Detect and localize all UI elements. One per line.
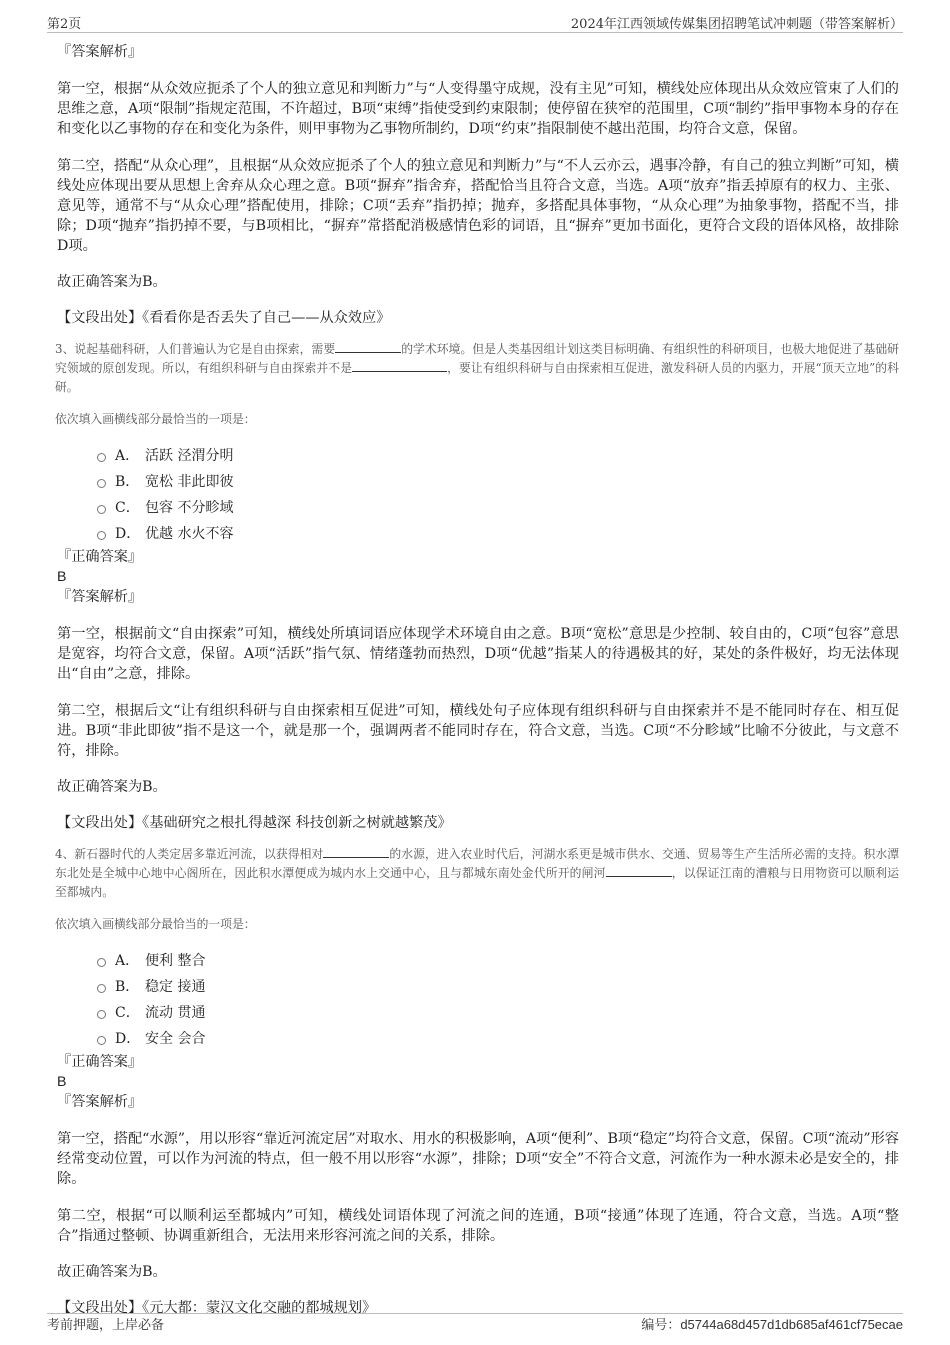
source-citation: 【文段出处】《看看你是否丢失了自己——从众效应》 [57, 310, 391, 326]
question-3-options [57, 443, 899, 547]
analysis-paragraph: 第二空，根据后文“让有组织科研与自由探索相互促进”可知，横线处句子应体现有组织科研与自由探索并不是不能同时存在、相互促进。B项“非此即彼”指不是这一个，就是那一个，强调两者不能同时存在，符合文意，当选。C项“不分畛域”比喻不分彼此，与文意不符，排除。 [57, 703, 899, 759]
header-divider [47, 32, 903, 33]
option-a[interactable]: A． 便利 整合 [97, 948, 899, 974]
answer-analysis-label: 『答案解析』 [57, 589, 143, 605]
option-b[interactable]: B． 宽松 非此即彼 [97, 469, 899, 495]
question-3-text: 3、说起基础科研，人们普遍认为它是自由探索，需要 的学术环境。但是人类基因组计划这类目标明确、有组织性的科研项目，也极大地促进了基础研究领域的原创发现。所以，有组织科研与自由探索并不是 ，要让有组织科研与自由探索相互促进，激发科研人员的内驱力，开展“顶天立地”的科研。 [55, 342, 899, 394]
fill-blank [335, 340, 401, 353]
radio-button[interactable] [97, 505, 106, 514]
correct-answer-label: 『正确答案』 [57, 1054, 143, 1070]
conclusion-text: 故正确答案为B。 [57, 779, 167, 795]
answer-analysis-label: 『答案解析』 [57, 1094, 143, 1110]
question-4-text: 4、新石器时代的人类定居多靠近河流，以获得相对 的水源，进入农业时代后，河湖水系更是城市供水、交通、贸易等生产生活所必需的支持。积水潭东北处是全城中心地中心阁所在，因此积水潭便成为城内水上交通中心，且与都城东南处金代所开的闸河 ，以保证江南的漕粮与日用物资可以顺利运至都城内。 [55, 847, 899, 899]
analysis-paragraph: 第一空，根据“从众效应扼杀了个人的独立意见和判断力”与“人变得墨守成规，没有主见”可知，横线处应体现出从众效应管束了人们的思维之意，A项“限制”指规定范围，不许超过，B项“束缚”指使受到约束限制；使停留在狭窄的范围里，C项“制约”指甲事物本身的存在和变化以乙事物的存在和变化为条件，则甲事物为乙事物所制约，D项“约束”指限制使不越出范围，均符合文意，保留。 [57, 81, 899, 137]
radio-button[interactable] [97, 479, 106, 488]
document-code: 编号：d5744a68d457d1db685af461cf75ecae [641, 1317, 903, 1333]
option-d[interactable]: D． 安全 会合 [97, 1026, 899, 1052]
option-c[interactable]: C． 包容 不分畛域 [97, 495, 899, 521]
source-citation: 【文段出处】《基础研究之根扎得越深 科技创新之树就越繁茂》 [57, 815, 452, 831]
radio-button[interactable] [97, 984, 106, 993]
correct-answer-value: B [57, 1074, 67, 1090]
radio-button[interactable] [97, 958, 106, 967]
fill-blank [606, 864, 672, 877]
radio-button[interactable] [97, 453, 106, 462]
option-a[interactable]: A． 活跃 泾渭分明 [97, 443, 899, 469]
source-citation: 【文段出处】《元大都：蒙汉文化交融的都城规划》 [57, 1300, 377, 1316]
analysis-paragraph: 第一空，搭配“水源”，用以形容“靠近河流定居”对取水、用水的积极影响，A项“便利”、B项“稳定”均符合文意，保留。C项“流动”形容经常变动位置，可以作为河流的特点，但一般不用以形容“水源”，排除；D项“安全”不符合文意，河流作为一种水源未必是安全的，排除。 [57, 1131, 899, 1187]
option-b[interactable]: B． 稳定 接通 [97, 974, 899, 1000]
document-title: 2024年江西领域传媒集团招聘笔试冲刺题（带答案解析） [570, 17, 903, 32]
analysis-paragraph: 第二空，根据“可以顺利运至都城内”可知，横线处词语体现了河流之间的连通，B项“接通”体现了连通，符合文意，当选。A项“整合”指通过整顿、协调重新组合，无法用来形容河流之间的关系，排除。 [57, 1208, 899, 1244]
question-instruction: 依次填入画横线部分最恰当的一项是： [55, 412, 256, 426]
question-instruction: 依次填入画横线部分最恰当的一项是： [55, 917, 256, 931]
radio-button[interactable] [97, 1010, 106, 1019]
correct-answer-label: 『正确答案』 [57, 549, 143, 565]
analysis-paragraph: 第二空，搭配“从众心理”，且根据“从众效应扼杀了个人的独立意见和判断力”与“不人云亦云，遇事冷静，有自己的独立判断”可知，横线处应体现出要从思想上舍弃从众心理之意。B项“摒弃”指舍弃，搭配恰当且符合文意，当选。A项“放弃”指丢掉原有的权力、主张、意见等，通常不与“从众心理”搭配使用，排除；C项“丢弃”指扔掉；抛弃，多搭配具体事物，“从众心理”为抽象事物，搭配不当，排除；D项“抛弃”指扔掉不要，与B项相比，“摒弃”常搭配消极感情色彩的词语，且“摒弃”更加书面化，更符合文段的语体风格，故排除D项。 [57, 158, 899, 254]
page-number: 第2页 [47, 17, 82, 32]
answer-analysis-label: 『答案解析』 [57, 44, 143, 60]
conclusion-text: 故正确答案为B。 [57, 274, 167, 290]
footer-slogan: 考前押题，上岸必备 [47, 1318, 165, 1333]
fill-blank [323, 845, 389, 858]
radio-button[interactable] [97, 531, 106, 540]
radio-button[interactable] [97, 1036, 106, 1045]
analysis-paragraph: 第一空，根据前文“自由探索”可知，横线处所填词语应体现学术环境自由之意。B项“宽松”意思是少控制、较自由的，C项“包容”意思是宽容，均符合文意，保留。A项“活跃”指气氛、情绪蓬勃而热烈，D项“优越”指某人的待遇极其的好，某处的条件极好，均无法体现出“自由”之意，排除。 [57, 626, 899, 682]
question-4-options [57, 948, 899, 1052]
option-c[interactable]: C． 流动 贯通 [97, 1000, 899, 1026]
fill-blank [352, 359, 447, 372]
option-d[interactable]: D． 优越 水火不容 [97, 521, 899, 547]
conclusion-text: 故正确答案为B。 [57, 1264, 167, 1280]
correct-answer-value: B [57, 569, 67, 585]
page-content [57, 42, 899, 1318]
